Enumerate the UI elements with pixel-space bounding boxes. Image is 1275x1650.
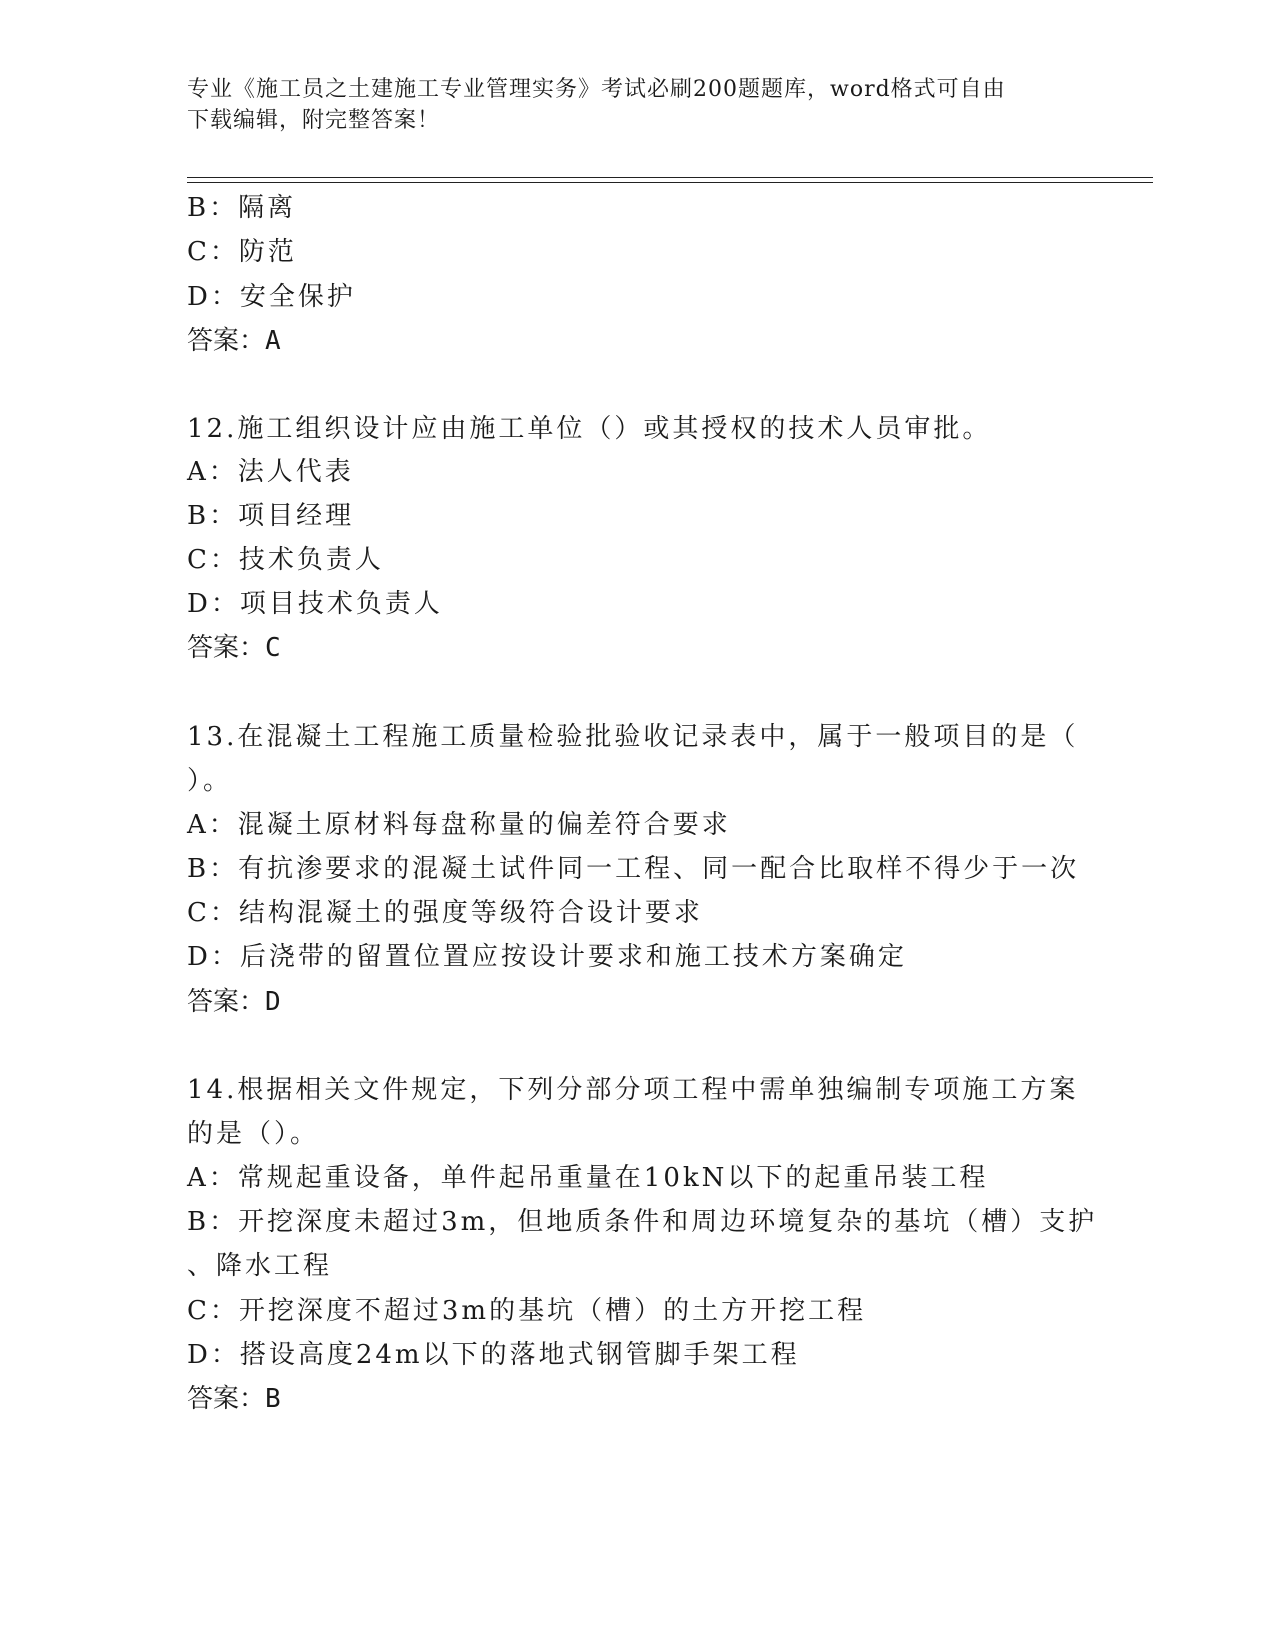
option-d: D：搭设高度24m以下的落地式钢管脚手架工程 [187, 1340, 800, 1370]
option-c: C：结构混凝土的强度等级符合设计要求 [187, 898, 703, 928]
answer-line [187, 985, 281, 1019]
option-b: B：隔离 [187, 193, 297, 223]
question-stem-cont: ）。 [187, 766, 233, 796]
answer-label: 答案： [187, 326, 266, 356]
option-d: D：后浇带的留置位置应按设计要求和施工技术方案确定 [187, 942, 907, 972]
answer-value: D [265, 987, 281, 1017]
header-line-1: 专业《施工员之土建施工专业管理实务》考试必刷200题题库，word格式可自由 [187, 77, 1006, 102]
option-a: A：常规起重设备，单件起吊重量在10kN以下的起重吊装工程 [187, 1163, 989, 1193]
answer-value: B [265, 1384, 281, 1414]
answer-value: C [265, 633, 281, 663]
option-b-cont: 、降水工程 [187, 1251, 333, 1281]
header-divider-top [187, 177, 1153, 178]
answer-line [187, 631, 281, 665]
question-stem: 12.施工组织设计应由施工单位（）或其授权的技术人员审批。 [187, 414, 992, 444]
document-header [187, 74, 1087, 136]
option-c: C：防范 [187, 237, 297, 267]
option-b: B：项目经理 [187, 501, 355, 531]
answer-label: 答案： [187, 1384, 266, 1414]
answer-line [187, 324, 281, 358]
option-c: C：开挖深度不超过3m的基坑（槽）的土方开挖工程 [187, 1296, 867, 1326]
answer-label: 答案： [187, 987, 266, 1017]
question-stem: 14.根据相关文件规定，下列分部分项工程中需单独编制专项施工方案 [187, 1075, 1079, 1105]
option-a: A：法人代表 [187, 457, 354, 487]
answer-value: A [265, 326, 281, 356]
option-b: B：有抗渗要求的混凝土试件同一工程、同一配合比取样不得少于一次 [187, 854, 1080, 884]
option-a: A：混凝土原材料每盘称量的偏差符合要求 [187, 810, 731, 840]
answer-line [187, 1382, 281, 1416]
option-d: D：项目技术负责人 [187, 589, 443, 619]
header-divider-bottom [187, 182, 1153, 183]
header-line-2: 下载编辑，附完整答案！ [187, 108, 441, 133]
question-stem-cont: 的是（）。 [187, 1119, 320, 1149]
option-b: B：开挖深度未超过3m，但地质条件和周边环境复杂的基坑（槽）支护 [187, 1207, 1098, 1237]
question-stem: 13.在混凝土工程施工质量检验批验收记录表中，属于一般项目的是（ [187, 722, 1079, 752]
option-d: D：安全保护 [187, 282, 356, 312]
answer-label: 答案： [187, 633, 266, 663]
option-c: C：技术负责人 [187, 545, 384, 575]
